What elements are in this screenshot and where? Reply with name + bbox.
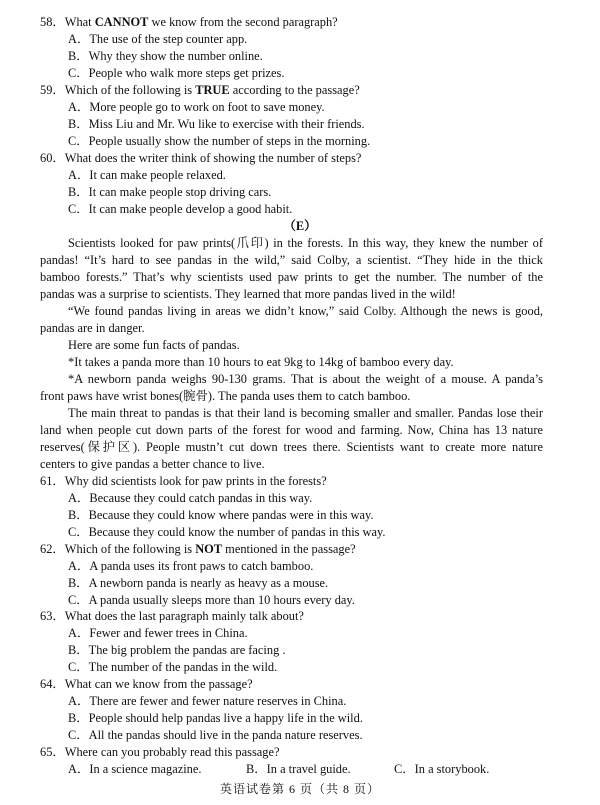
option-58-b: B．Why they show the number online. bbox=[68, 49, 263, 63]
question-58 bbox=[0, 14, 600, 31]
question-text: What can we know from the passage? bbox=[64, 677, 253, 691]
option-64-a: A．There are fewer and fewer nature reserves in China. bbox=[68, 694, 347, 708]
question-number: 58． bbox=[40, 15, 65, 29]
passage-line: pandas are in danger. bbox=[40, 321, 145, 335]
question-number: 60． bbox=[40, 151, 65, 165]
question-64 bbox=[0, 676, 600, 693]
question-number: 61． bbox=[40, 474, 65, 488]
passage-line: Scientists looked for paw prints(爪印) in the forests. In this way, they knew the number of bbox=[68, 236, 543, 250]
question-text: Which of the following is bbox=[64, 83, 196, 97]
question-emphasis: CANNOT bbox=[94, 15, 149, 29]
question-65 bbox=[0, 744, 600, 761]
question-number: 63． bbox=[40, 609, 65, 623]
option-63-a: A．Fewer and fewer trees in China. bbox=[68, 626, 248, 640]
option-64-c: C．All the pandas should live in the panda nature reserves. bbox=[68, 728, 363, 742]
option-65-c: C．In a storybook. bbox=[394, 762, 490, 776]
passage-line: pandas! “It’s hard to see pandas in the wild,” said Colby, a scientist. “They hide in the thick bbox=[40, 253, 543, 267]
option-65-a: A．In a science magazine. bbox=[68, 762, 202, 776]
option-60-b: B．It can make people stop driving cars. bbox=[68, 185, 272, 199]
option-59-b: B．Miss Liu and Mr. Wu like to exercise with their friends. bbox=[68, 117, 365, 131]
options-65 bbox=[0, 761, 600, 778]
passage-line: reserves(保护区). People mustn’t cut down trees there. Scientists want to create more nature bbox=[40, 440, 543, 454]
passage-line: Here are some fun facts of pandas. bbox=[68, 338, 240, 352]
passage-line: *A newborn panda weighs 90-130 grams. That is about the weight of a mouse. A panda’s bbox=[68, 372, 543, 386]
section-title: （E） bbox=[283, 219, 317, 233]
question-number: 62． bbox=[40, 542, 65, 556]
question-text: we know from the second paragraph? bbox=[148, 15, 338, 29]
option-59-c: C．People usually show the number of steps in the morning. bbox=[68, 134, 371, 148]
question-62 bbox=[0, 541, 600, 558]
option-60-c: C．It can make people develop a good habit. bbox=[68, 202, 293, 216]
passage-line: front paws have wrist bones(腕骨). The panda uses them to catch bamboo. bbox=[40, 389, 411, 403]
question-text: What does the writer think of showing the number of steps? bbox=[64, 151, 362, 165]
question-text: Why did scientists look for paw prints in the forests? bbox=[64, 474, 327, 488]
option-62-a: A．A panda uses its front paws to catch bamboo. bbox=[68, 559, 314, 573]
question-63 bbox=[0, 608, 600, 625]
option-58-c: C．People who walk more steps get prizes. bbox=[68, 66, 285, 80]
passage-line: The main threat to pandas is that their land is becoming smaller and smaller. Pandas lose their bbox=[68, 406, 543, 420]
question-emphasis: NOT bbox=[195, 542, 223, 556]
option-63-c: C．The number of the pandas in the wild. bbox=[68, 660, 278, 674]
question-text: What bbox=[64, 15, 95, 29]
passage-line: *It takes a panda more than 10 hours to eat 9kg to 14kg of bamboo every day. bbox=[68, 355, 454, 369]
option-58-a: A．The use of the step counter app. bbox=[68, 32, 248, 46]
question-text: Where can you probably read this passage? bbox=[64, 745, 280, 759]
passage-line: bamboo forests.” That’s why scientists used paw prints to get the number. The number of the bbox=[40, 270, 543, 284]
passage-line: “We found pandas living in areas we didn’t know,” said Colby. Although the news is good, bbox=[68, 304, 543, 318]
question-text: according to the passage? bbox=[229, 83, 360, 97]
question-text: Which of the following is bbox=[64, 542, 196, 556]
option-61-a: A．Because they could catch pandas in this way. bbox=[68, 491, 313, 505]
option-60-a: A．It can make people relaxed. bbox=[68, 168, 226, 182]
question-number: 65． bbox=[40, 745, 65, 759]
option-62-b: B．A newborn panda is nearly as heavy as a mouse. bbox=[68, 576, 329, 590]
option-59-a: A．More people go to work on foot to save money. bbox=[68, 100, 325, 114]
option-62-c: C．A panda usually sleeps more than 10 hours every day. bbox=[68, 593, 355, 607]
question-number: 59． bbox=[40, 83, 65, 97]
question-number: 64． bbox=[40, 677, 65, 691]
question-text: mentioned in the passage? bbox=[222, 542, 356, 556]
question-emphasis: TRUE bbox=[195, 83, 230, 97]
option-64-b: B．People should help pandas live a happy life in the wild. bbox=[68, 711, 363, 725]
question-59 bbox=[0, 82, 600, 99]
question-text: What does the last paragraph mainly talk about? bbox=[64, 609, 304, 623]
option-63-b: B．The big problem the pandas are facing . bbox=[68, 643, 286, 657]
passage-line: pandas was a surprise to scientists. They learned that more pandas lived in the wild! bbox=[40, 287, 456, 301]
passage-line: centers to give pandas a better chance to live. bbox=[40, 457, 265, 471]
passage-line: land when people cut down parts of the forest for wood and farming. Now, China has 13 nature bbox=[40, 423, 543, 437]
page-footer: 英语试卷第 6 页（共 8 页） bbox=[219, 782, 380, 796]
question-60 bbox=[0, 150, 600, 167]
option-61-b: B．Because they could know where pandas were in this way. bbox=[68, 508, 374, 522]
option-65-b: B．In a travel guide. bbox=[246, 762, 351, 776]
question-61 bbox=[0, 473, 600, 490]
option-61-c: C．Because they could know the number of pandas in this way. bbox=[68, 525, 386, 539]
